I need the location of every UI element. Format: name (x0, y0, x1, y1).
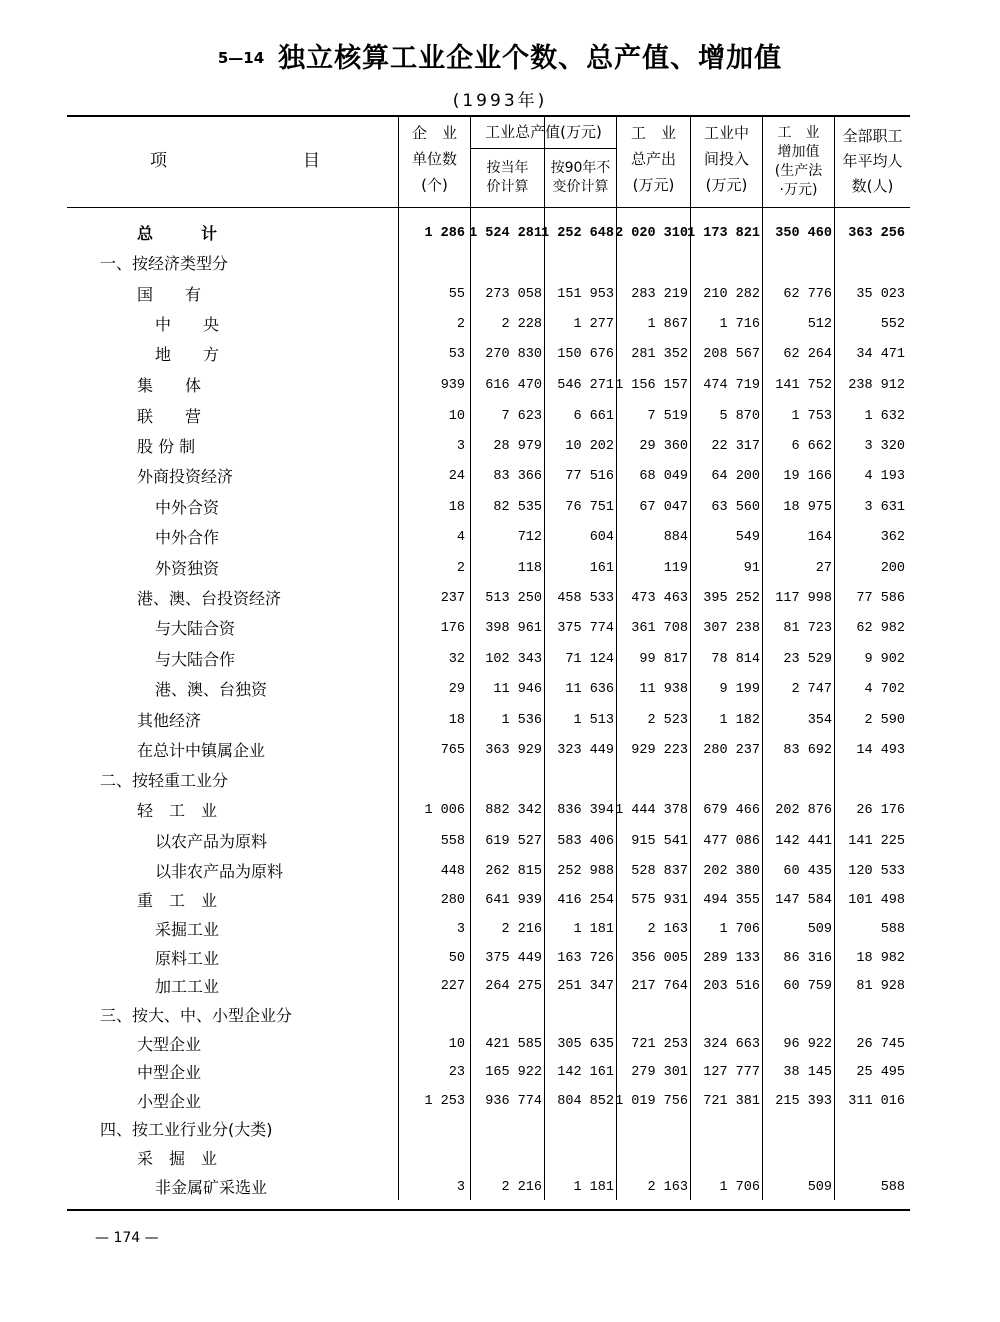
cell-value: 102 343 (485, 652, 542, 667)
cell-value: 208 567 (703, 347, 760, 362)
cell-value: 2 747 (791, 682, 832, 697)
cell-value: 1 536 (501, 713, 542, 728)
row-label: 外商投资经济 (137, 467, 234, 486)
cell-value: 101 498 (848, 893, 905, 908)
table-row (0, 463, 1000, 491)
row-label: 采掘工业 (155, 920, 220, 939)
cell-value: 67 047 (639, 500, 688, 515)
cell-value: 71 124 (565, 652, 614, 667)
cell-value: 939 (440, 378, 465, 393)
cell-value: 96 922 (783, 1037, 832, 1052)
cell-value: 81 928 (856, 979, 905, 994)
table-row (0, 311, 1000, 339)
cell-value: 6 661 (573, 409, 614, 424)
cell-value: 7 519 (647, 409, 688, 424)
cell-value: 588 (880, 922, 905, 937)
row-label: 三、按大、中、小型企业分 (100, 1006, 293, 1025)
cell-value: 1 156 157 (615, 378, 688, 393)
table-row (0, 1174, 1000, 1202)
cell-value: 1 524 281 (469, 226, 542, 241)
cell-value: 1 277 (573, 317, 614, 332)
table-row (0, 494, 1000, 522)
row-label: 港、澳、台独资 (155, 680, 268, 699)
cell-value: 163 726 (557, 951, 614, 966)
cell-value: 604 (589, 530, 614, 545)
cell-value: 165 922 (485, 1065, 542, 1080)
cell-value: 18 975 (783, 500, 832, 515)
cell-value: 283 219 (631, 287, 688, 302)
cell-value: 176 (440, 621, 465, 636)
cell-value: 210 282 (703, 287, 760, 302)
row-label: 二、按轻重工业分 (100, 771, 229, 790)
row-label: 重 工 业 (137, 891, 218, 910)
cell-value: 64 200 (711, 469, 760, 484)
cell-value: 513 250 (485, 591, 542, 606)
cell-value: 127 777 (703, 1065, 760, 1080)
table-row (0, 341, 1000, 369)
row-label: 小型企业 (137, 1092, 202, 1111)
row-label: 中 央 (155, 315, 220, 334)
table-row (0, 433, 1000, 461)
cell-value: 11 946 (493, 682, 542, 697)
cell-value: 279 301 (631, 1065, 688, 1080)
cell-value: 280 237 (703, 743, 760, 758)
cell-value: 362 (880, 530, 905, 545)
cell-value: 270 830 (485, 347, 542, 362)
cell-value: 1 867 (647, 317, 688, 332)
cell-value: 18 982 (856, 951, 905, 966)
table-row (0, 220, 1000, 248)
cell-value: 262 815 (485, 864, 542, 879)
cell-value: 23 (448, 1065, 465, 1080)
cell-value: 289 133 (703, 951, 760, 966)
cell-value: 575 931 (631, 893, 688, 908)
cell-value: 83 692 (783, 743, 832, 758)
cell-value: 34 471 (856, 347, 905, 362)
cell-value: 10 202 (565, 439, 614, 454)
cell-value: 32 (448, 652, 465, 667)
cell-value: 83 366 (493, 469, 542, 484)
cell-value: 4 702 (864, 682, 905, 697)
cell-value: 616 470 (485, 378, 542, 393)
table-title-text: 独立核算工业企业个数、总产值、增加值 (278, 43, 783, 74)
cell-value: 62 776 (783, 287, 832, 302)
cell-value: 11 938 (639, 682, 688, 697)
cell-value: 2 228 (501, 317, 542, 332)
row-label: 原料工业 (155, 949, 220, 968)
cell-value: 202 380 (703, 864, 760, 879)
cell-value: 1 753 (791, 409, 832, 424)
cell-value: 29 360 (639, 439, 688, 454)
cell-value: 588 (880, 1180, 905, 1195)
cell-value: 721 381 (703, 1094, 760, 1109)
cell-value: 558 (440, 834, 465, 849)
table-row (0, 524, 1000, 552)
table-row (0, 1088, 1000, 1116)
cell-value: 398 961 (485, 621, 542, 636)
cell-value: 549 (735, 530, 760, 545)
cell-value: 1 006 (424, 803, 465, 818)
cell-value: 2 (456, 317, 465, 332)
row-label: 中外合作 (155, 528, 220, 547)
cell-value: 35 023 (856, 287, 905, 302)
row-label: 轻 工 业 (137, 801, 218, 820)
cell-value: 1 173 821 (687, 226, 760, 241)
header-total-output: 工 业 总产出 (万元) (630, 124, 676, 194)
cell-value: 2 523 (647, 713, 688, 728)
cell-value: 1 253 (424, 1094, 465, 1109)
table-row (0, 1059, 1000, 1087)
cell-value: 9 902 (864, 652, 905, 667)
cell-value: 5 870 (719, 409, 760, 424)
cell-value: 22 317 (711, 439, 760, 454)
cell-value: 62 264 (783, 347, 832, 362)
cell-value: 375 449 (485, 951, 542, 966)
cell-value: 119 (663, 561, 688, 576)
cell-value: 82 535 (493, 500, 542, 515)
cell-value: 238 912 (848, 378, 905, 393)
cell-value: 147 584 (775, 893, 832, 908)
header-employees: 全部职工 年平均人 数(人) (842, 127, 903, 195)
row-label: 采 掘 业 (137, 1149, 218, 1168)
cell-value: 252 988 (557, 864, 614, 879)
cell-value: 2 216 (501, 1180, 542, 1195)
cell-value: 311 016 (848, 1094, 905, 1109)
table-row (0, 767, 1000, 795)
cell-value: 305 635 (557, 1037, 614, 1052)
table-row (0, 250, 1000, 278)
cell-value: 6 662 (791, 439, 832, 454)
cell-value: 150 676 (557, 347, 614, 362)
table-row (0, 1145, 1000, 1173)
table-row (0, 1031, 1000, 1059)
cell-value: 215 393 (775, 1094, 832, 1109)
cell-value: 3 (456, 922, 465, 937)
cell-value: 2 216 (501, 922, 542, 937)
table-row (0, 646, 1000, 674)
cell-value: 307 238 (703, 621, 760, 636)
row-label: 非金属矿采选业 (155, 1178, 268, 1197)
cell-value: 68 049 (639, 469, 688, 484)
cell-value: 421 585 (485, 1037, 542, 1052)
cell-value: 142 161 (557, 1065, 614, 1080)
cell-value: 200 (880, 561, 905, 576)
cell-value: 884 (663, 530, 688, 545)
cell-value: 3 (456, 1180, 465, 1195)
cell-value: 494 355 (703, 893, 760, 908)
row-label: 在总计中镇属企业 (137, 741, 266, 760)
cell-value: 509 (807, 922, 832, 937)
cell-value: 473 463 (631, 591, 688, 606)
row-label: 一、按经济类型分 (100, 254, 229, 273)
page-number: — 174 — (95, 1230, 159, 1246)
cell-value: 546 271 (557, 378, 614, 393)
cell-value: 280 (440, 893, 465, 908)
cell-value: 474 719 (703, 378, 760, 393)
cell-value: 936 774 (485, 1094, 542, 1109)
header-item: 项 目 (150, 151, 320, 171)
cell-value: 23 529 (783, 652, 832, 667)
cell-value: 712 (517, 530, 542, 545)
cell-value: 1 716 (719, 317, 760, 332)
table-row (0, 676, 1000, 704)
cell-value: 53 (448, 347, 465, 362)
table-row (0, 828, 1000, 856)
row-label: 集 体 (137, 376, 202, 395)
cell-value: 2 (456, 561, 465, 576)
cell-value: 142 441 (775, 834, 832, 849)
cell-value: 324 663 (703, 1037, 760, 1052)
cell-value: 679 466 (703, 803, 760, 818)
cell-value: 509 (807, 1180, 832, 1195)
cell-value: 1 513 (573, 713, 614, 728)
cell-value: 281 352 (631, 347, 688, 362)
cell-value: 273 058 (485, 287, 542, 302)
header-intermediate: 工业中 间投入 (万元) (703, 124, 749, 194)
table-row (0, 887, 1000, 915)
cell-value: 512 (807, 317, 832, 332)
cell-value: 26 745 (856, 1037, 905, 1052)
cell-value: 552 (880, 317, 905, 332)
cell-value: 19 166 (783, 469, 832, 484)
cell-value: 721 253 (631, 1037, 688, 1052)
cell-value: 356 005 (631, 951, 688, 966)
cell-value: 1 181 (573, 1180, 614, 1195)
table-row (0, 585, 1000, 613)
cell-value: 363 256 (848, 226, 905, 241)
row-label: 外资独资 (155, 559, 220, 578)
table-row (0, 1116, 1000, 1144)
table-row (0, 372, 1000, 400)
cell-value: 804 852 (557, 1094, 614, 1109)
cell-value: 458 533 (557, 591, 614, 606)
cell-value: 361 708 (631, 621, 688, 636)
row-label: 股 份 制 (137, 437, 196, 456)
row-label: 与大陆合资 (155, 619, 236, 638)
cell-value: 14 493 (856, 743, 905, 758)
cell-value: 1 706 (719, 1180, 760, 1195)
cell-value: 25 495 (856, 1065, 905, 1080)
cell-value: 528 837 (631, 864, 688, 879)
header-value-added: 工 业 增加值 (生产法 ·万元) (774, 125, 823, 198)
cell-value: 323 449 (557, 743, 614, 758)
cell-value: 38 145 (783, 1065, 832, 1080)
table-row (0, 737, 1000, 765)
cell-value: 151 953 (557, 287, 614, 302)
row-label: 港、澳、台投资经济 (137, 589, 282, 608)
cell-value: 619 527 (485, 834, 542, 849)
cell-value: 24 (448, 469, 465, 484)
cell-value: 2 163 (647, 1180, 688, 1195)
cell-value: 99 817 (639, 652, 688, 667)
table-row (0, 797, 1000, 825)
row-label: 中外合资 (155, 498, 220, 517)
cell-value: 3 (456, 439, 465, 454)
header-units: 企 业 单位数 (个) (411, 124, 457, 194)
row-label: 以农产品为原料 (155, 832, 268, 851)
cell-value: 1 019 756 (615, 1094, 688, 1109)
table-row (0, 281, 1000, 309)
header-gross-constant: 按90年不 变价计算 (550, 160, 611, 195)
cell-value: 227 (440, 979, 465, 994)
cell-value: 86 316 (783, 951, 832, 966)
table-row (0, 945, 1000, 973)
cell-value: 477 086 (703, 834, 760, 849)
cell-value: 141 752 (775, 378, 832, 393)
cell-value: 63 560 (711, 500, 760, 515)
cell-value: 141 225 (848, 834, 905, 849)
cell-value: 118 (517, 561, 542, 576)
cell-value: 217 764 (631, 979, 688, 994)
cell-value: 915 541 (631, 834, 688, 849)
cell-value: 929 223 (631, 743, 688, 758)
table-row (0, 707, 1000, 735)
row-label: 以非农产品为原料 (155, 862, 284, 881)
cell-value: 2 590 (864, 713, 905, 728)
table-number: 5—14 (217, 49, 265, 67)
cell-value: 161 (589, 561, 614, 576)
cell-value: 10 (448, 1037, 465, 1052)
cell-value: 81 723 (783, 621, 832, 636)
table-year: (1993年) (452, 91, 548, 111)
cell-value: 26 176 (856, 803, 905, 818)
table-row (0, 403, 1000, 431)
cell-value: 76 751 (565, 500, 614, 515)
table-row (0, 973, 1000, 1001)
row-label: 其他经济 (137, 711, 202, 730)
cell-value: 583 406 (557, 834, 614, 849)
cell-value: 237 (440, 591, 465, 606)
cell-value: 448 (440, 864, 465, 879)
cell-value: 77 516 (565, 469, 614, 484)
cell-value: 60 759 (783, 979, 832, 994)
cell-value: 3 631 (864, 500, 905, 515)
cell-value: 120 533 (848, 864, 905, 879)
cell-value: 28 979 (493, 439, 542, 454)
cell-value: 395 252 (703, 591, 760, 606)
cell-value: 1 286 (424, 226, 465, 241)
cell-value: 62 982 (856, 621, 905, 636)
cell-value: 164 (807, 530, 832, 545)
row-label: 地 方 (155, 345, 220, 364)
cell-value: 2 020 310 (615, 226, 688, 241)
cell-value: 416 254 (557, 893, 614, 908)
table-row (0, 555, 1000, 583)
cell-value: 60 435 (783, 864, 832, 879)
cell-value: 117 998 (775, 591, 832, 606)
cell-value: 1 252 648 (541, 226, 614, 241)
cell-value: 78 814 (711, 652, 760, 667)
cell-value: 29 (448, 682, 465, 697)
table-row (0, 615, 1000, 643)
cell-value: 1 182 (719, 713, 760, 728)
cell-value: 10 (448, 409, 465, 424)
cell-value: 350 460 (775, 226, 832, 241)
row-label: 大型企业 (137, 1035, 202, 1054)
cell-value: 3 320 (864, 439, 905, 454)
cell-value: 11 636 (565, 682, 614, 697)
header-gross-current: 按当年 价计算 (486, 160, 529, 195)
cell-value: 251 347 (557, 979, 614, 994)
row-label: 中型企业 (137, 1063, 202, 1082)
cell-value: 363 929 (485, 743, 542, 758)
cell-value: 836 394 (557, 803, 614, 818)
table-row (0, 1002, 1000, 1030)
cell-value: 18 (448, 713, 465, 728)
cell-value: 202 876 (775, 803, 832, 818)
cell-value: 1 444 378 (615, 803, 688, 818)
cell-value: 4 (456, 530, 465, 545)
table-row (0, 858, 1000, 886)
cell-value: 9 199 (719, 682, 760, 697)
cell-value: 203 516 (703, 979, 760, 994)
row-label: 加工工业 (155, 977, 220, 996)
cell-value: 882 342 (485, 803, 542, 818)
row-label: 总 计 (137, 224, 218, 243)
row-label: 与大陆合作 (155, 650, 236, 669)
cell-value: 91 (743, 561, 760, 576)
cell-value: 27 (815, 561, 832, 576)
cell-value: 641 939 (485, 893, 542, 908)
cell-value: 765 (440, 743, 465, 758)
cell-value: 1 181 (573, 922, 614, 937)
cell-value: 2 163 (647, 922, 688, 937)
table-row (0, 916, 1000, 944)
cell-value: 1 706 (719, 922, 760, 937)
row-label: 联 营 (137, 407, 202, 426)
cell-value: 354 (807, 713, 832, 728)
header-gross-output: 工业总产值(万元) (485, 123, 602, 141)
cell-value: 264 275 (485, 979, 542, 994)
cell-value: 50 (448, 951, 465, 966)
cell-value: 375 774 (557, 621, 614, 636)
row-label: 国 有 (137, 285, 202, 304)
cell-value: 4 193 (864, 469, 905, 484)
cell-value: 7 623 (501, 409, 542, 424)
cell-value: 55 (448, 287, 465, 302)
cell-value: 18 (448, 500, 465, 515)
row-label: 四、按工业行业分(大类) (100, 1120, 273, 1139)
cell-value: 77 586 (856, 591, 905, 606)
cell-value: 1 632 (864, 409, 905, 424)
